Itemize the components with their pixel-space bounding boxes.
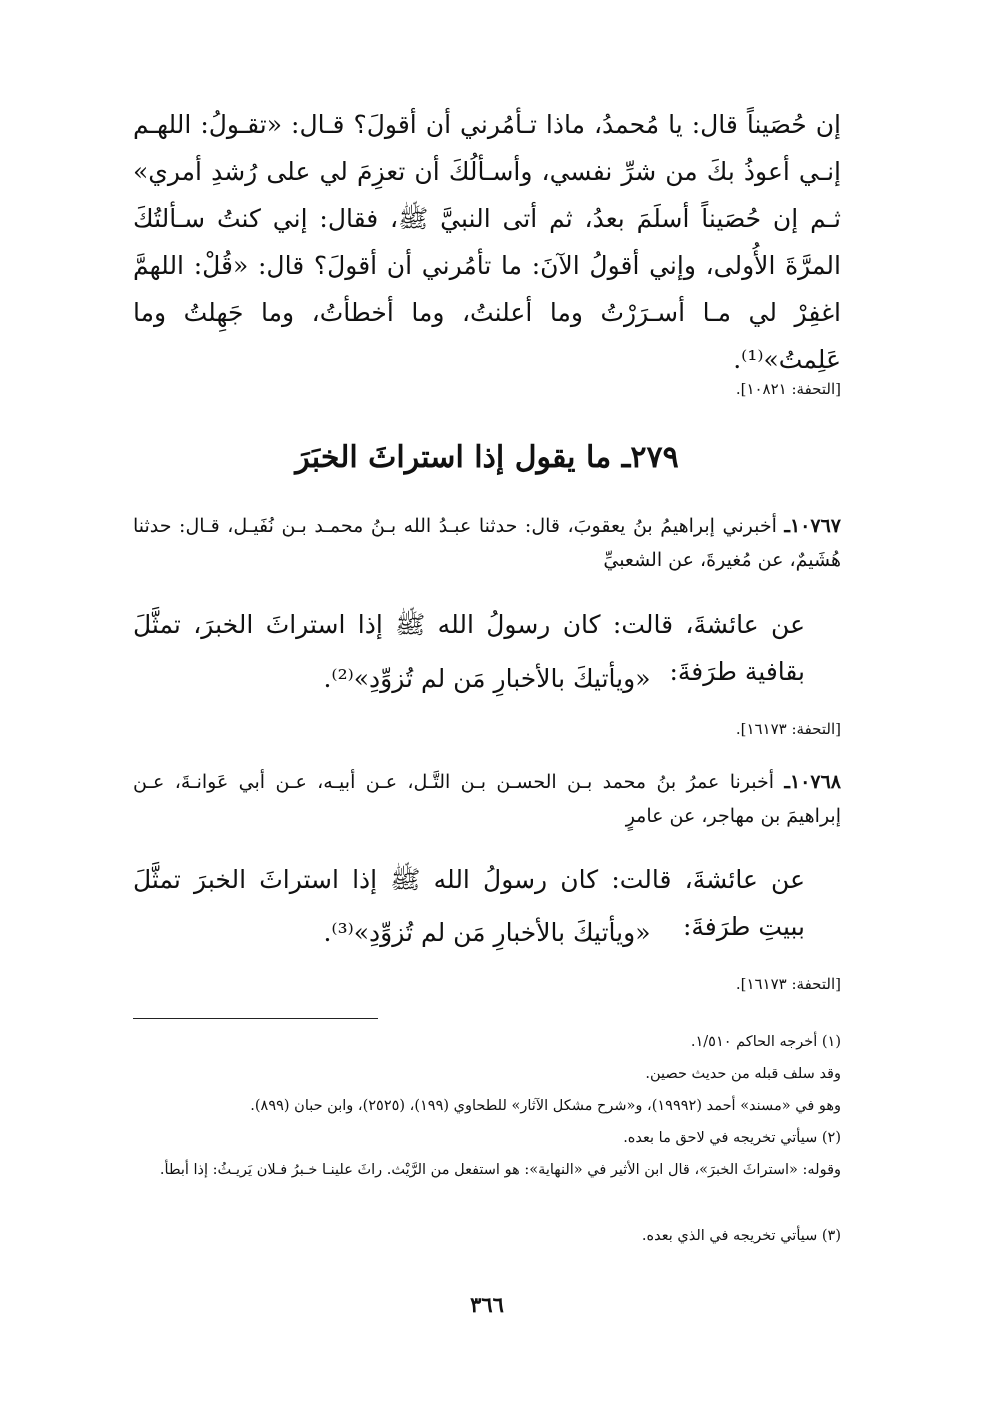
hadith-10768-number: ١٠٧٦٨ـ (784, 771, 841, 793)
hadith-10767-isnad (133, 509, 841, 577)
footnote-1-sources: وهو في «مسند» أحمد (١٩٩٩٢)، و«شرح مشكل الآثار» للطحاوي (١٩٩)، (٢٥٢٥)، وابن حبان (٨٩٩). (250, 1098, 841, 1114)
hadith-10767-isnad-text: أخبرني إبراهيمُ بنُ يعقوبَ، قال: حدثنا عبـدُ الله بـنُ محمـد بـن نُفَيـل، قـال: حدثنا هُشَيمٌ، عن مُغيرةَ، عن الشعبيِّ (133, 515, 841, 571)
hadith-10768-verse: «ويأتيكَ بالأخبارِ مَن لم تُزوِّدِ»⁽³⁾. (323, 918, 651, 947)
hadith-10767-verse: «ويأتيكَ بالأخبارِ مَن لم تُزوِّدِ»⁽²⁾. (323, 664, 651, 693)
chapter-heading: ٢٧٩ـ ما يقول إذا استراثَ الخبَرَ (295, 440, 679, 475)
intro-paragraph: إن حُصَيناً قال: يا مُحمدُ، ماذا تـأمُرني أن أقولَ؟ قـال: «تقـولُ: اللهـم إنـي أعوذُ بكَ من شرِّ نفسي، وأسـألُكَ أن تعزِمَ لي على رُشدِ أمري» ثـم إن حُصَيناً أسلَمَ بعدُ، ثم أتى النبيَّ ﷺ، فقال: إني كنتُ سـألتُكَ المرَّةَ الأُولى، وإني أقولُ الآنَ: ما تأمُرني أن أقولَ؟ قال: «قُلْ: اللهمَّ اغفِرْ لي مـا أسـرَرْتُ وما أعلنتُ، وما أخطأتُ، وما جَهِلتُ وما عَلِمتُ»⁽¹⁾. (133, 110, 841, 374)
hadith-10767-matn: عن عائشةَ، قالت: كان رسولُ الله ﷺ إذا استراثَ الخبرَ، تمثَّلَ بقافية طرَفةَ: (133, 610, 805, 686)
hadith-10767-reference: [التحفة: ١٦١٧٣]. (735, 720, 841, 738)
hadith-10768-isnad-text: أخبرنا عمرُ بنُ محمد بـن الحسـن بـن التَّـل، عـن أبيـه، عـن أبي عَوانـةَ، عـن إبراهيمَ بن مهاجر، عن عامرٍ (133, 771, 841, 827)
document-page (133, 0, 841, 1401)
hadith-10768-isnad (133, 765, 841, 833)
footnote-1-note: وقد سلف قبله من حديث حصين. (645, 1066, 841, 1082)
footnote-separator (133, 1018, 378, 1019)
footnote-1: (١) أخرجه الحاكم ١/٥١٠. (690, 1034, 841, 1050)
footnote-2-gloss: وقوله: «استراثَ الخبرَ»، قال ابن الأثير في «النهاية»: هو استفعل من الرَّيْث. راثَ علينـا خـبرُ فـلان يَريـثُ: إذا أبطأ. (159, 1162, 841, 1178)
page-number: ٣٦٦ (470, 1292, 504, 1317)
intro-reference: [التحفة: ١٠٨٢١]. (735, 380, 841, 398)
hadith-10767-number: ١٠٧٦٧ـ (784, 515, 841, 537)
hadith-10768-reference: [التحفة: ١٦١٧٣]. (735, 975, 841, 993)
footnote-3: (٣) سيأتي تخريجه في الذي بعده. (641, 1228, 841, 1244)
hadith-10768-matn: عن عائشةَ، قالت: كان رسولُ الله ﷺ إذا استراثَ الخبرَ تمثَّلَ ببيتِ طرَفةَ: (133, 865, 806, 941)
footnote-2: (٢) سيأتي تخريجه في لاحق ما بعده. (623, 1130, 841, 1146)
